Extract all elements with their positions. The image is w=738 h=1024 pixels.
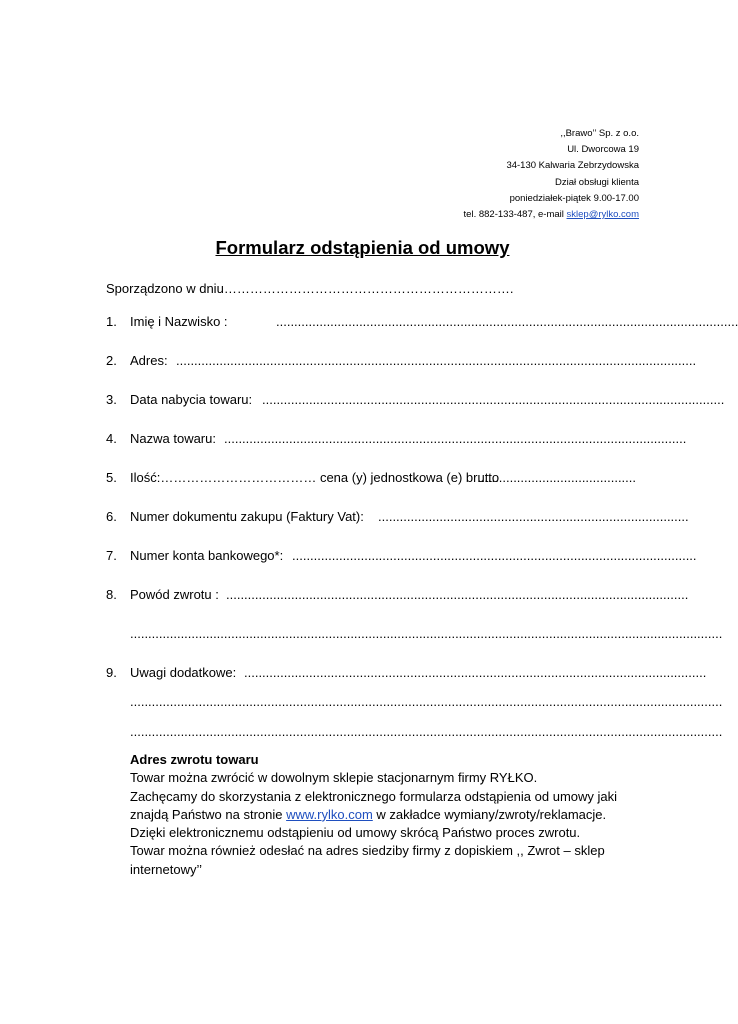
company-contact xyxy=(464,207,639,223)
company-hours: poniedziałek-piątek 9.00-17.00 xyxy=(509,192,639,204)
form-item-purchase-date[interactable] xyxy=(106,392,725,410)
item-number: 5. xyxy=(106,470,117,485)
item-label: Uwagi dodatkowe: xyxy=(130,665,237,680)
form-item-invoice-number[interactable] xyxy=(106,509,689,527)
item-dots: ................................................................................................................................ xyxy=(262,392,725,407)
item-label: Numer konta bankowego*: xyxy=(130,548,284,563)
return-info-heading: Adres zwrotu towaru xyxy=(130,752,259,767)
item-dots: ................................................................................................................................................ xyxy=(176,353,697,368)
company-street: Ul. Dworcowa 19 xyxy=(567,144,639,156)
item-number: 1. xyxy=(106,314,117,329)
item-dots: ................................................................................................................ xyxy=(292,548,697,563)
form-item-return-reason[interactable] xyxy=(106,587,689,605)
item-number: 7. xyxy=(106,548,117,563)
item-dots: ................................................................................................................................ xyxy=(224,431,687,446)
additional-notes-continuation-2[interactable]: .................................................................................................................................................................... xyxy=(130,724,723,739)
return-info-line-stores: Towar można zwrócić w dowolnym sklepie stacjonarnym firmy RYŁKO. xyxy=(130,770,538,786)
company-address-block xyxy=(464,126,639,223)
company-phone: tel. 882-133-487, e-mail xyxy=(463,209,567,221)
return-info-line-mail: Towar można również odesłać na adres siedziby firmy z dopiskiem ,, Zwrot – sklep internetowy’’ xyxy=(130,843,605,877)
online-form-text-end: w zakładce wymiany/zwroty/reklamacje. xyxy=(372,806,607,822)
item-label: Nazwa towaru: xyxy=(130,431,216,446)
item-dots: ...................................................................................... xyxy=(378,509,689,524)
item-label: Powód zwrotu : xyxy=(130,587,219,602)
company-city: 34-130 Kalwaria Zebrzydowska xyxy=(506,160,639,172)
item-number: 2. xyxy=(106,353,117,368)
item-number: 6. xyxy=(106,509,117,524)
form-item-name[interactable] xyxy=(106,314,738,332)
date-line xyxy=(106,281,513,296)
item-label: Ilość:……………………………… cena (y) jednostkowa (e) brutto xyxy=(130,470,500,485)
item-dots: ............................................ xyxy=(477,470,636,485)
form-item-product-name[interactable] xyxy=(106,431,687,449)
additional-notes-continuation-1[interactable]: .................................................................................................................................................................... xyxy=(130,694,723,709)
item-number: 4. xyxy=(106,431,117,446)
page-title: Formularz odstąpienia od umowy xyxy=(215,237,510,258)
form-item-additional-notes[interactable] xyxy=(106,665,707,683)
item-label: Data nabycia towaru: xyxy=(130,392,253,407)
date-field[interactable]: …………………………………………………………. xyxy=(223,281,514,296)
item-dots: ................................................................................................................................ xyxy=(276,314,738,329)
form-item-address[interactable] xyxy=(106,353,697,371)
company-name: ,,Brawo’’ Sp. z o.o. xyxy=(560,128,639,139)
company-email-link[interactable]: sklep@rylko.com xyxy=(566,209,639,221)
item-dots: ................................................................................................................................ xyxy=(226,587,689,602)
form-item-bank-account[interactable] xyxy=(106,548,697,566)
return-reason-continuation[interactable]: .................................................................................................................................................................... xyxy=(130,626,723,641)
item-dots: ................................................................................................................................ xyxy=(244,665,707,680)
date-label: Sporządzono w dniu xyxy=(106,281,224,296)
form-item-quantity-price[interactable] xyxy=(106,470,636,488)
item-number: 8. xyxy=(106,587,117,602)
online-form-text: Zachęcamy do skorzystania z elektronicznego formularza odstąpienia od umowy jaki znajdą Państwo na stronie xyxy=(130,788,618,822)
return-info-line-faster: Dzięki elektronicznemu odstąpieniu od umowy skrócą Państwo proces zwrotu. xyxy=(130,825,581,841)
item-label: Numer dokumentu zakupu (Faktury Vat): xyxy=(130,509,364,524)
return-info-section xyxy=(130,751,640,879)
return-info-line-online-form xyxy=(130,788,640,825)
item-number: 9. xyxy=(106,665,117,680)
item-number: 3. xyxy=(106,392,117,407)
website-link[interactable]: www.rylko.com xyxy=(286,806,373,822)
item-label: Adres: xyxy=(130,353,168,368)
company-department: Dział obsługi klienta xyxy=(555,176,639,188)
item-label: Imię i Nazwisko : xyxy=(130,314,228,329)
